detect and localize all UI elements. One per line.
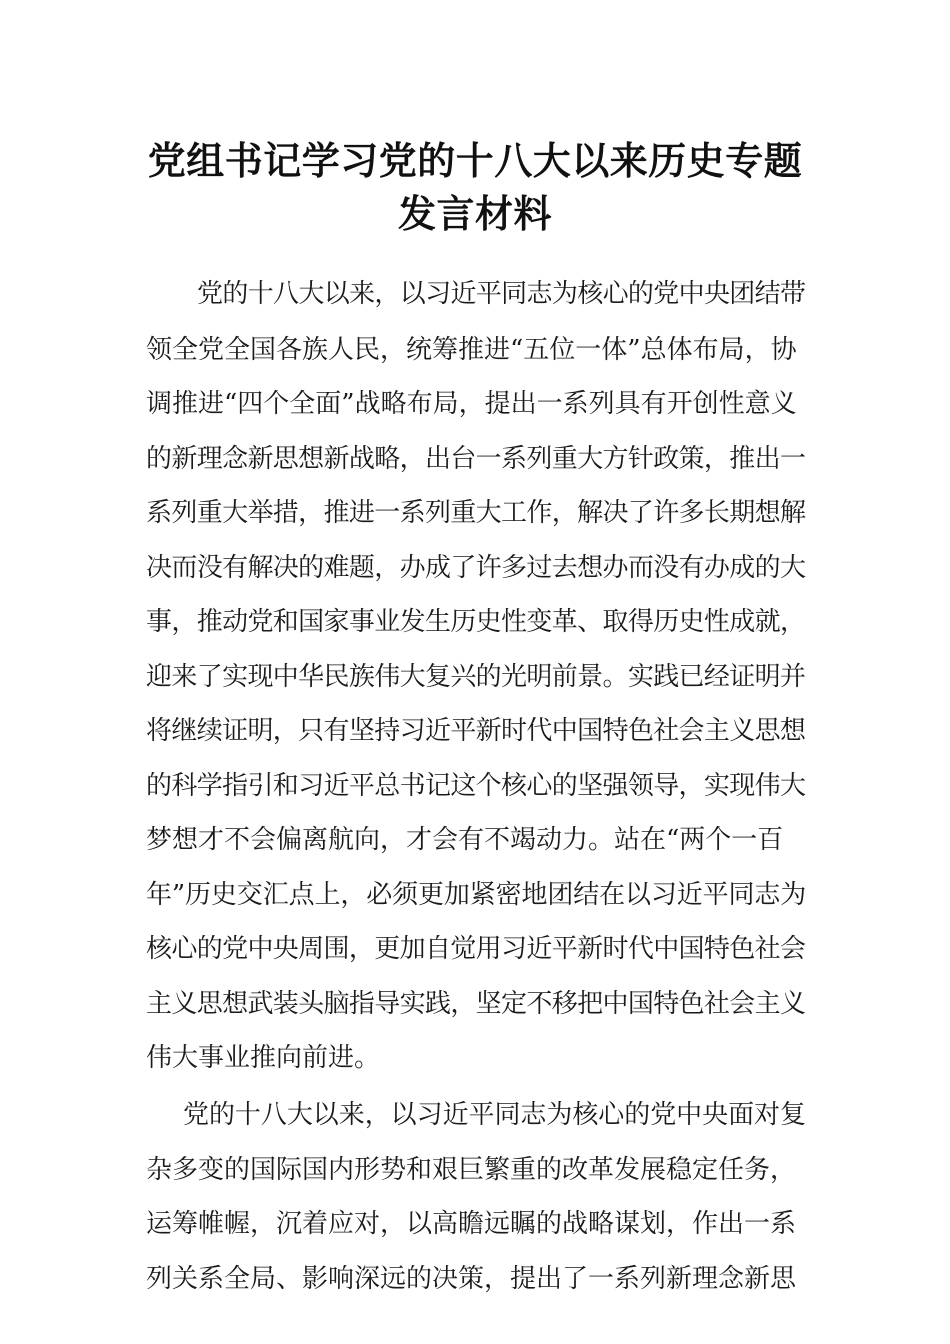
document-title-line-2: 发言材料 (397, 192, 552, 236)
paragraph-1-line-4: 的新理念新思想新战略，出台一系列重大方针政策，推出一 (146, 444, 806, 474)
paragraph-1-line-12: 年”历史交汇点上，必须更加紧密地团结在以习近平同志为 (146, 880, 807, 910)
paragraph-1-line-11: 梦想才不会偏离航向，才会有不竭动力。站在“两个一百 (146, 825, 784, 855)
paragraph-2-line-2: 杂多变的国际国内形势和艰巨繁重的改革发展稳定任务， (146, 1155, 797, 1185)
paragraph-1-line-2: 领全党全国各族人民，统筹推进“五位一体”总体布局，协 (146, 335, 797, 365)
paragraph-1-line-9: 将继续证明，只有坚持习近平新时代中国特色社会主义思想 (146, 716, 806, 746)
paragraph-1-line-5: 系列重大举措，推进一系列重大工作，解决了许多长期想解 (146, 498, 806, 528)
paragraph-1-line-7: 事，推动党和国家事业发生历史性变革、取得历史性成就， (146, 607, 806, 637)
paragraph-1-line-8: 迎来了实现中华民族伟大复兴的光明前景。实践已经证明并 (146, 662, 806, 692)
paragraph-1-line-15: 伟大事业推向前进。 (146, 1043, 381, 1073)
paragraph-1-line-14: 主义思想武装头脑指导实践，坚定不移把中国特色社会主义 (146, 989, 806, 1019)
paragraph-1-line-13: 核心的党中央周围，更加自觉用习近平新时代中国特色社会 (146, 934, 806, 964)
paragraph-2-line-3: 运筹帷幄，沉着应对，以高瞻远瞩的战略谋划，作出一系 (146, 1209, 797, 1239)
paragraph-1-line-10: 的科学指引和习近平总书记这个核心的坚强领导，实现伟大 (146, 771, 806, 801)
paragraph-2-line-4: 列关系全局、影响深远的决策，提出了一系列新理念新思 (146, 1264, 797, 1294)
paragraph-1-line-3: 调推进“四个全面”战略布局，提出一系列具有开创性意义 (146, 389, 797, 419)
paragraph-1-line-6: 决而没有解决的难题，办成了许多过去想办而没有办成的大 (146, 553, 806, 583)
paragraph-1-line-1: 党的十八大以来，以习近平同志为核心的党中央团结带 (197, 279, 806, 309)
paragraph-2-line-1: 党的十八大以来，以习近平同志为核心的党中央面对复 (183, 1100, 806, 1130)
document-title-line-1: 党组书记学习党的十八大以来历史专题 (147, 139, 803, 183)
